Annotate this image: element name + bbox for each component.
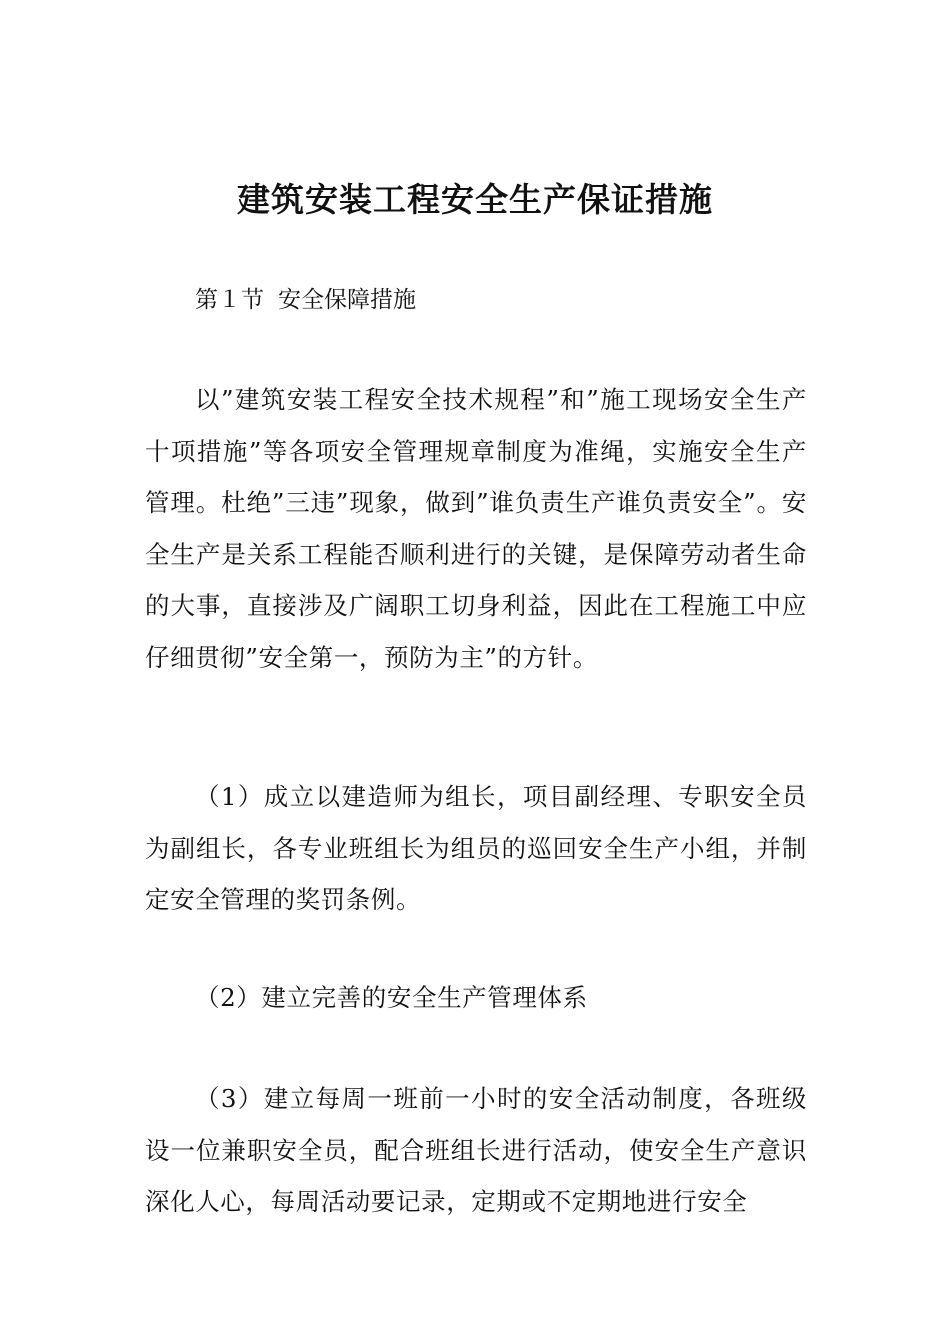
section-name: 安全保障措施 [278,287,416,313]
section-heading [195,282,416,318]
paragraph-item-2: （2）建立完善的安全生产管理体系 [195,983,588,1012]
section-number: 第１节 [195,287,264,313]
paragraph-intro: 以”建筑安装工程安全技术规程”和”施工现场安全生产十项措施”等各项安全管理规章制度为准绳，实施安全生产管理。杜绝”三违”现象，做到”谁负责生产谁负责安全”。安全生产是关系工程能否顺利进行的关键，是保障劳动者生命的大事，直接涉及广阔职工切身利益，因此在工程施工中应仔细贯彻”安全第一，预防为主”的方针。 [145,385,807,672]
document-title: 建筑安装工程安全生产保证措施 [237,180,713,219]
paragraph-item-3: （3）建立每周一班前一小时的安全活动制度，各班级设一位兼职安全员，配合班组长进行活动，使安全生产意识深化人心，每周活动要记录，定期或不定期地进行安全 [145,1084,807,1216]
paragraph-item-1: （1）成立以建造师为组长，项目副经理、专职安全员为副组长，各专业班组长为组员的巡回安全生产小组，并制定安全管理的奖罚条例。 [145,782,807,914]
